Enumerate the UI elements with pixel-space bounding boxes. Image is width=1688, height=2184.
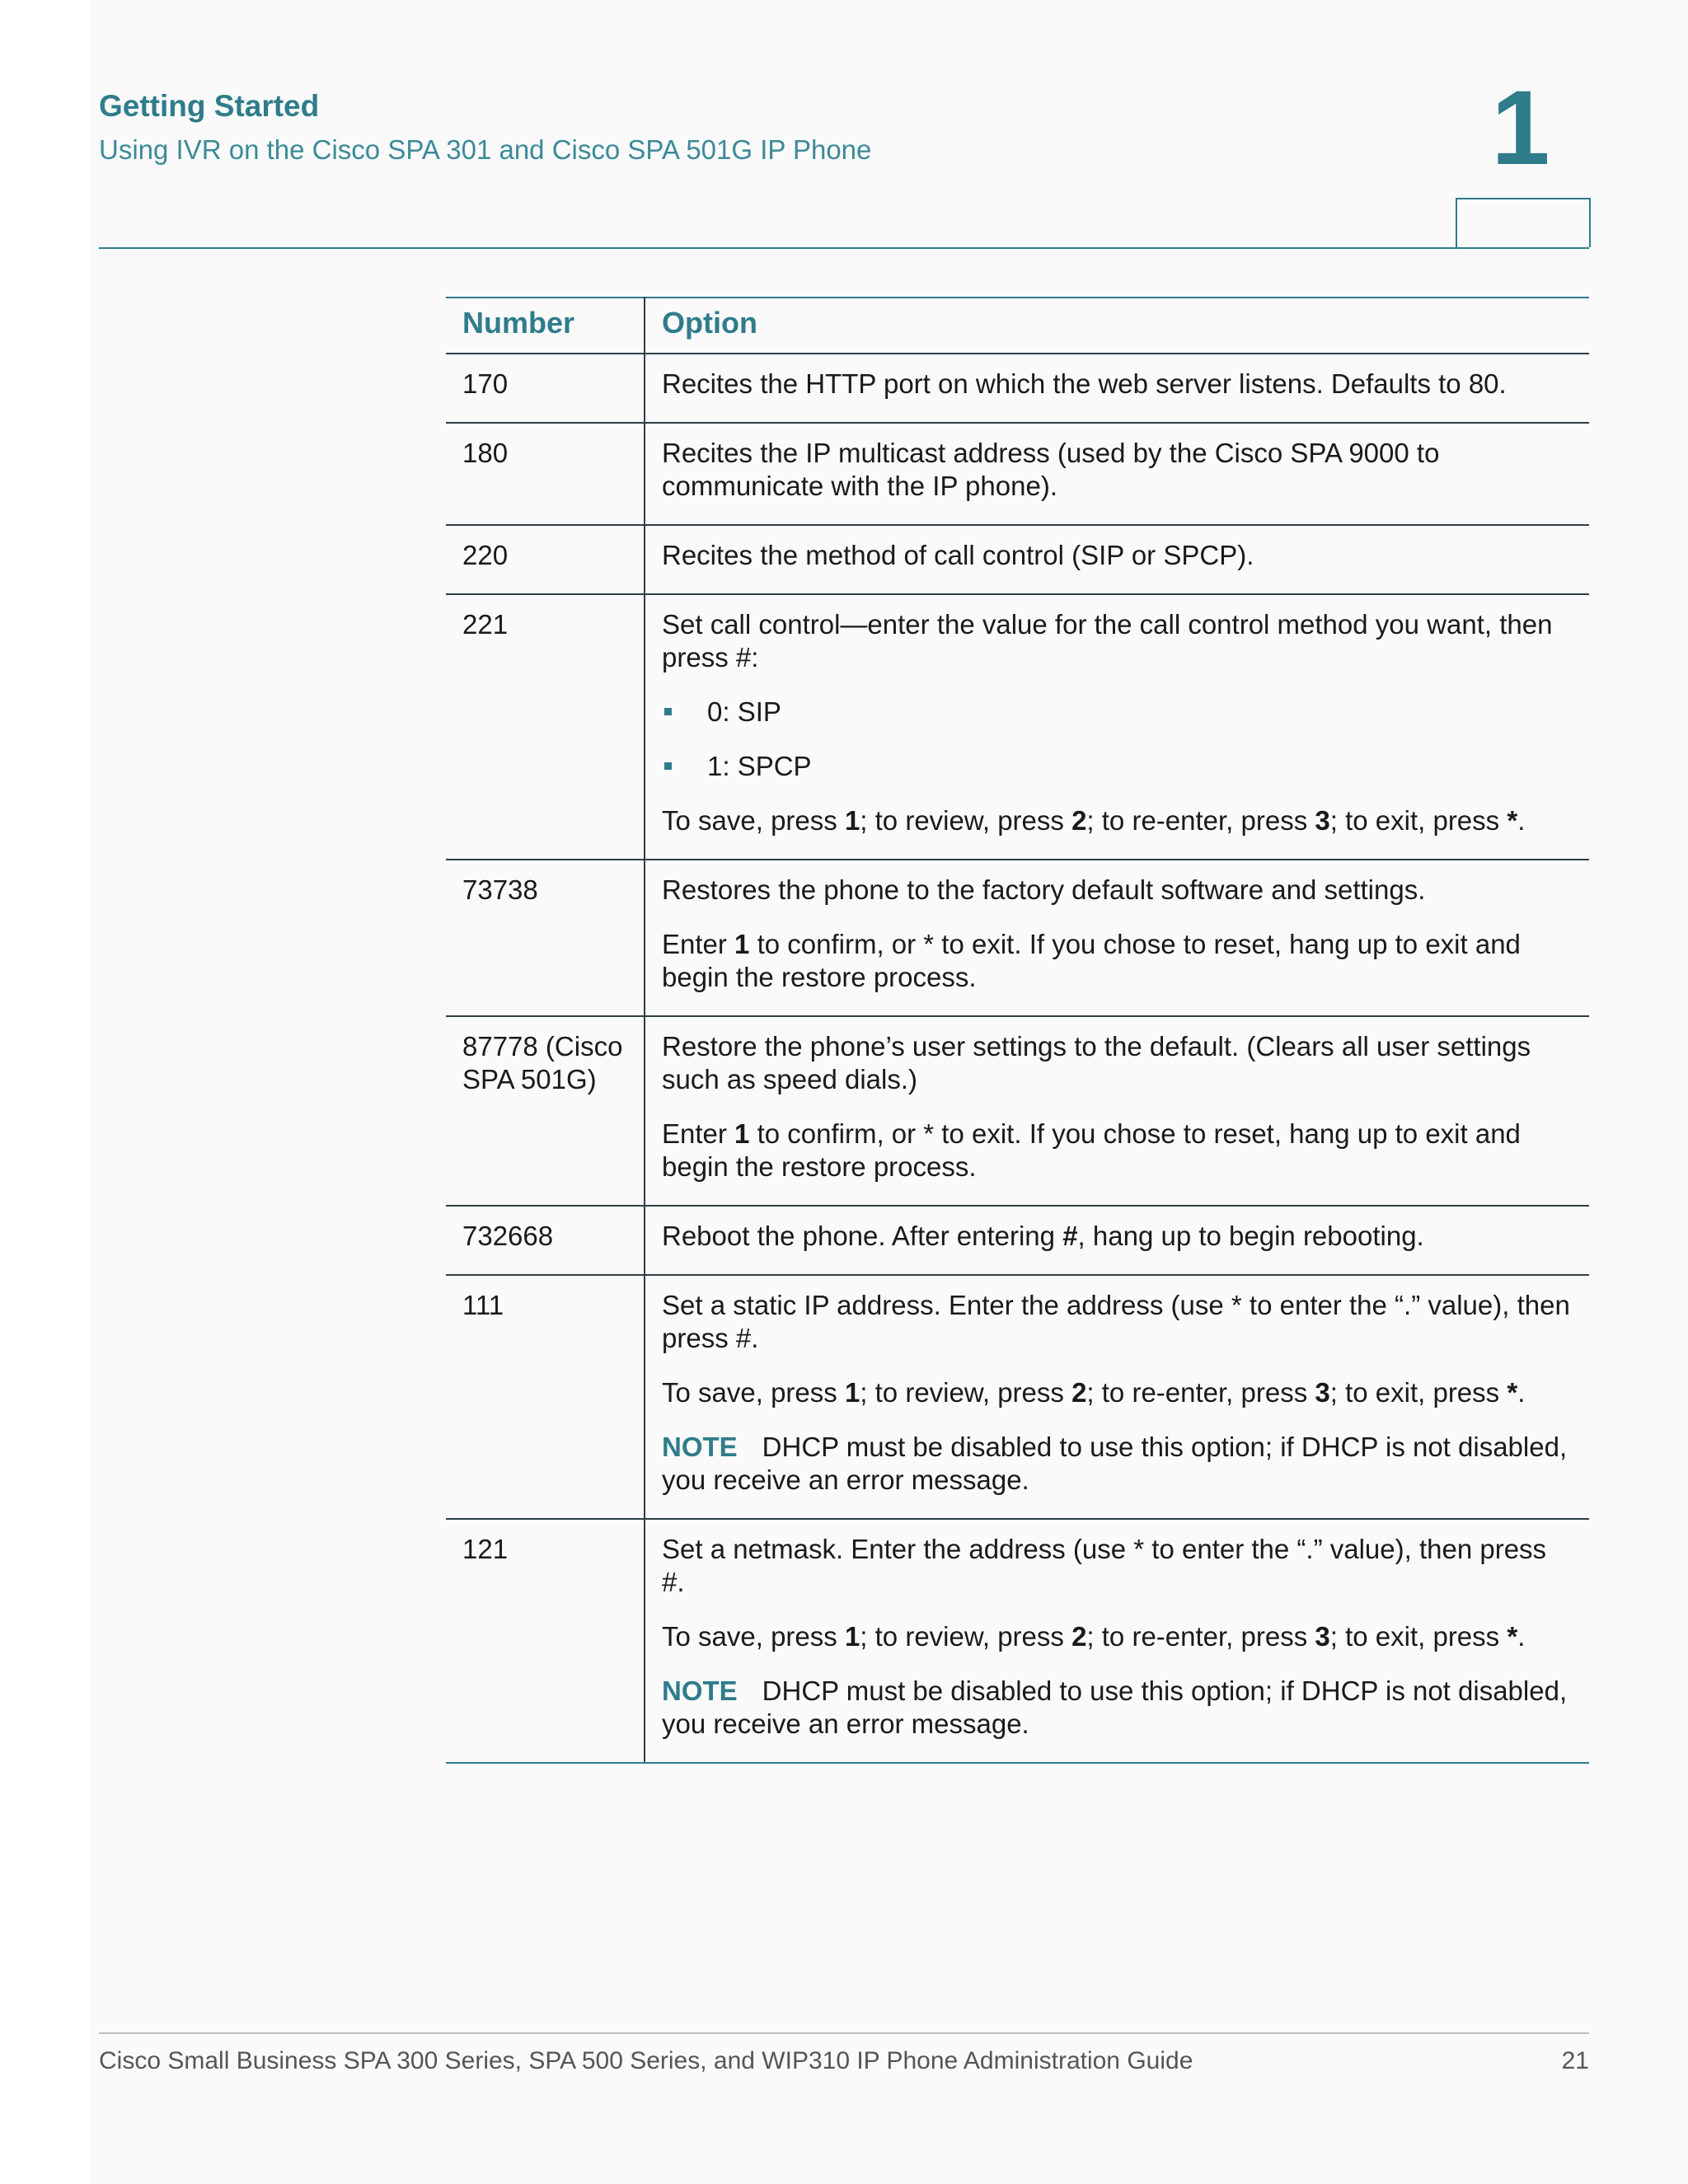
- footer-divider: [99, 2032, 1589, 2034]
- chapter-title: Getting Started: [99, 89, 320, 123]
- option-number: 111: [446, 1275, 645, 1519]
- option-number: 220: [446, 525, 645, 594]
- confirm-instructions: Enter 1 to confirm, or * to exit. If you chose to reset, hang up to exit and begin the restore process.: [662, 1118, 1521, 1182]
- footer-guide-title: Cisco Small Business SPA 300 Series, SPA 500 Series, and WIP310 IP Phone Administration Guide: [99, 2047, 1193, 2074]
- option-number: 73738: [446, 860, 645, 1016]
- option-description: [645, 1206, 1589, 1275]
- option-text: Recites the method of call control (SIP or SPCP).: [662, 540, 1254, 570]
- table-row: [446, 525, 1589, 594]
- bullet-icon: [664, 762, 672, 770]
- option-text: Recites the HTTP port on which the web server listens. Defaults to 80.: [662, 368, 1507, 399]
- option-number: 732668: [446, 1206, 645, 1275]
- option-text: Reboot the phone. After entering #, hang up to begin rebooting.: [662, 1221, 1424, 1251]
- section-title: Using IVR on the Cisco SPA 301 and Cisco SPA 501G IP Phone: [99, 134, 872, 165]
- table-row: [446, 1519, 1589, 1763]
- option-number: 121: [446, 1519, 645, 1763]
- option-text: Recites the IP multicast address (used by the Cisco SPA 9000 to communicate with the IP phone).: [662, 438, 1440, 501]
- page-number: 21: [1561, 2047, 1589, 2074]
- table-header-row: [446, 298, 1589, 354]
- save-instructions: To save, press 1; to review, press 2; to re-enter, press 3; to exit, press *.: [662, 805, 1526, 836]
- option-text: Restores the phone to the factory default software and settings.: [662, 874, 1426, 905]
- option-description: [645, 525, 1589, 594]
- note-text: DHCP must be disabled to use this option; if DHCP is not disabled, you receive an error message.: [662, 1675, 1568, 1739]
- list-item: 1: SPCP: [662, 750, 1573, 783]
- chapter-tab: [1456, 198, 1591, 247]
- bullet-icon: [664, 708, 672, 715]
- option-number: 87778 (Cisco SPA 501G): [446, 1016, 645, 1206]
- option-text: Restore the phone’s user settings to the default. (Clears all user settings such as speed dials.): [662, 1031, 1531, 1094]
- option-description: [645, 354, 1589, 423]
- option-description: [645, 1519, 1589, 1763]
- option-number: 170: [446, 354, 645, 423]
- option-intro: Set call control—enter the value for the call control method you want, then press #:: [662, 609, 1553, 673]
- note-label: NOTE: [662, 1432, 738, 1462]
- note-text: DHCP must be disabled to use this option; if DHCP is not disabled, you receive an error message.: [662, 1432, 1568, 1495]
- option-description: [645, 860, 1589, 1016]
- table-row: [446, 423, 1589, 525]
- confirm-instructions: Enter 1 to confirm, or * to exit. If you chose to reset, hang up to exit and begin the restore process.: [662, 929, 1521, 992]
- note-label: NOTE: [662, 1675, 738, 1706]
- ivr-options-table: [446, 297, 1589, 1764]
- table-row: [446, 860, 1589, 1016]
- table-row: [446, 1206, 1589, 1275]
- column-header-option: Option: [645, 298, 1589, 354]
- table-row: [446, 1016, 1589, 1206]
- table-row: [446, 1275, 1589, 1519]
- column-header-number: Number: [446, 298, 645, 354]
- option-number: 180: [446, 423, 645, 525]
- header-divider: [99, 247, 1589, 249]
- table-row: [446, 354, 1589, 423]
- option-number: 221: [446, 594, 645, 860]
- note: [662, 1675, 1573, 1741]
- list-item: 0: SIP: [662, 696, 1573, 729]
- note: [662, 1431, 1573, 1497]
- option-values-list: [662, 696, 1573, 783]
- option-description: [645, 423, 1589, 525]
- option-description: [645, 1016, 1589, 1206]
- option-description: [645, 1275, 1589, 1519]
- option-intro: Set a static IP address. Enter the address (use * to enter the “.” value), then press #.: [662, 1290, 1570, 1353]
- save-instructions: To save, press 1; to review, press 2; to re-enter, press 3; to exit, press *.: [662, 1377, 1526, 1408]
- table-row: [446, 594, 1589, 860]
- save-instructions: To save, press 1; to review, press 2; to re-enter, press 3; to exit, press *.: [662, 1621, 1526, 1652]
- chapter-number: 1: [1491, 69, 1550, 187]
- option-intro: Set a netmask. Enter the address (use * to enter the “.” value), then press #.: [662, 1534, 1547, 1597]
- option-description: [645, 594, 1589, 860]
